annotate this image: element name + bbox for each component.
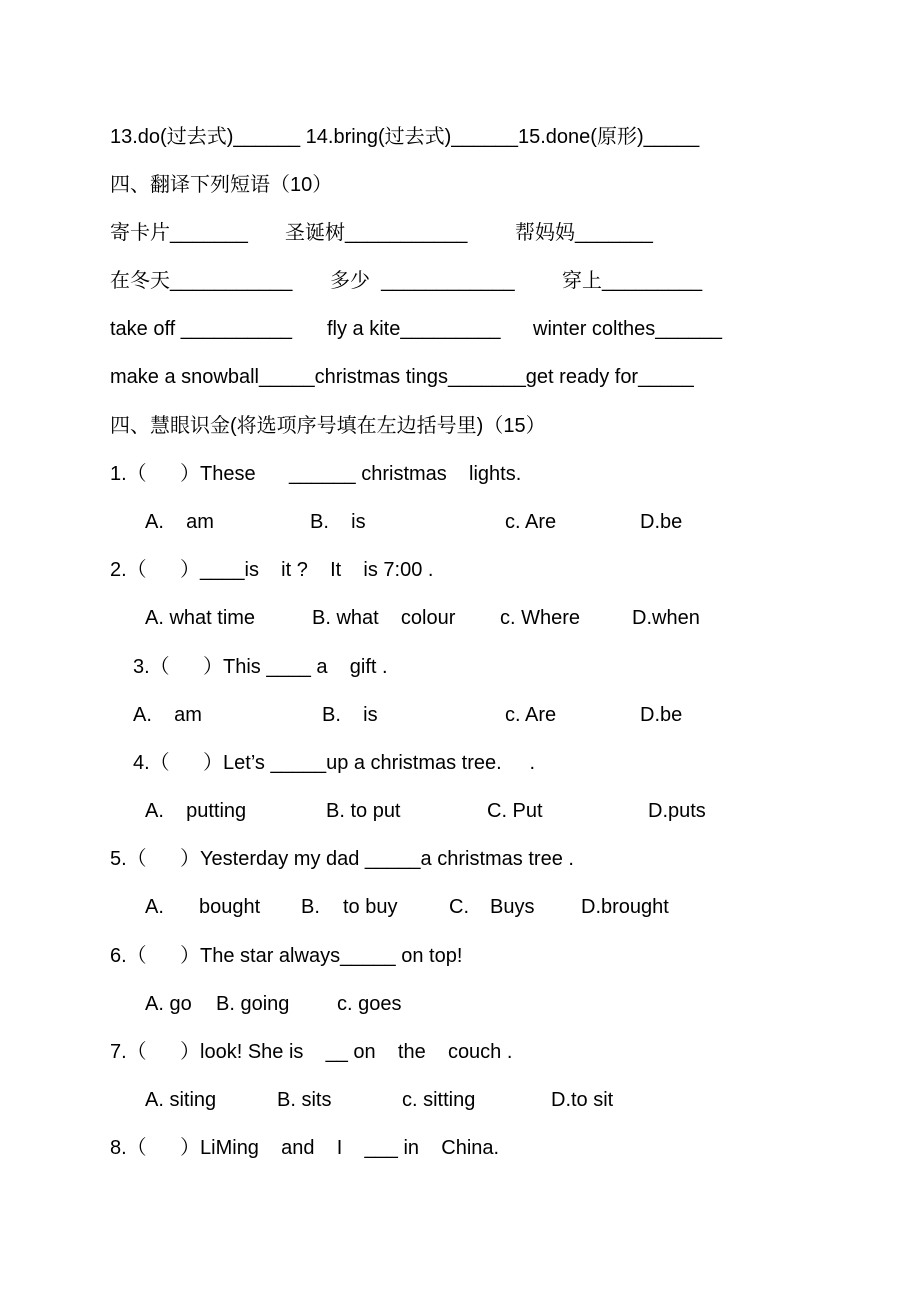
option: D.to sit [551, 1089, 614, 1111]
option-text: bought [199, 896, 261, 918]
section3-tail-line [0, 120, 700, 154]
phrase-item: 在冬天___________ [110, 270, 293, 292]
phrase-item: 寄卡片_______ [110, 222, 248, 244]
phrase-item: 穿上_________ [562, 270, 703, 292]
option: A. what time [145, 607, 256, 629]
verb-form-questions: 13.do(过去式)______ 14.bring(过去式)______15.done(原形)_____ [110, 126, 700, 148]
question-stem: 4.（ ）Let’s _____up a christmas tree. . [133, 752, 536, 774]
option: B. to put [326, 800, 401, 822]
option: B. going [216, 993, 290, 1015]
question-4-options [0, 794, 706, 828]
question-2 [0, 553, 434, 587]
option-letter: B. [301, 896, 320, 918]
question-5-options [0, 890, 669, 924]
option: B. is [310, 511, 366, 533]
option: A. go [145, 993, 192, 1015]
section4b-heading [0, 409, 546, 443]
phrase-row-4 [0, 360, 694, 394]
option: B. sits [277, 1089, 332, 1111]
phrase-item: 圣诞树___________ [285, 222, 468, 244]
question-6 [0, 939, 463, 973]
option: c. sitting [402, 1089, 476, 1111]
option-text: Buys [490, 896, 535, 918]
question-4 [0, 746, 536, 780]
option: c. Are [505, 511, 557, 533]
question-2-options [0, 601, 700, 635]
phrase-row-3 [0, 312, 723, 346]
phrase-item: 多少 ____________ [330, 270, 515, 292]
option: A. am [145, 511, 214, 533]
question-6-options [0, 987, 402, 1021]
question-7-options [0, 1083, 614, 1117]
option: D.puts [648, 800, 706, 822]
phrase-item: make a snowball_____christmas tings_______get ready for_____ [110, 366, 694, 388]
question-7 [0, 1035, 513, 1069]
option: D.when [632, 607, 700, 629]
option: c. Where [500, 607, 581, 629]
option-letter: A. [145, 896, 164, 918]
option: A. siting [145, 1089, 217, 1111]
question-stem: 6.（ ）The star always_____ on top! [110, 945, 463, 967]
question-stem: 1.（ ）These ______ christmas lights. [110, 463, 522, 485]
option: D.be [640, 511, 683, 533]
option: B. what colour [312, 607, 456, 629]
question-stem: 8.（ ）LiMing and I ___ in China. [110, 1137, 500, 1159]
section-heading: 四、慧眼识金(将选项序号填在左边括号里)（15） [110, 415, 546, 437]
question-3 [0, 650, 388, 684]
option: A. putting [145, 800, 247, 822]
option: D.brought [581, 896, 669, 918]
phrase-row-2 [0, 264, 703, 298]
option: A. am [133, 704, 202, 726]
phrase-item: fly a kite_________ [327, 318, 501, 340]
phrase-row-1 [0, 216, 653, 250]
phrase-item: take off __________ [110, 318, 293, 340]
question-5 [0, 842, 574, 876]
option: B. is [322, 704, 378, 726]
option-text: to buy [343, 896, 398, 918]
question-3-options [0, 698, 683, 732]
question-stem: 3.（ ）This ____ a gift . [133, 656, 388, 678]
option: D.be [640, 704, 683, 726]
phrase-item: 帮妈妈_______ [515, 222, 653, 244]
option: c. goes [337, 993, 402, 1015]
option: c. Are [505, 704, 557, 726]
question-1-options [0, 505, 683, 539]
option: C. Put [487, 800, 543, 822]
phrase-item: winter colthes______ [533, 318, 723, 340]
question-stem: 7.（ ）look! She is __ on the couch . [110, 1041, 513, 1063]
option-letter: C. [449, 896, 469, 918]
section4a-heading [0, 168, 333, 202]
question-8 [0, 1131, 500, 1165]
section-heading: 四、翻译下列短语（10） [110, 174, 333, 196]
question-stem: 5.（ ）Yesterday my dad _____a christmas tree . [110, 848, 574, 870]
question-stem: 2.（ ）____is it ? It is 7:00 . [110, 559, 434, 581]
question-1 [0, 457, 522, 491]
